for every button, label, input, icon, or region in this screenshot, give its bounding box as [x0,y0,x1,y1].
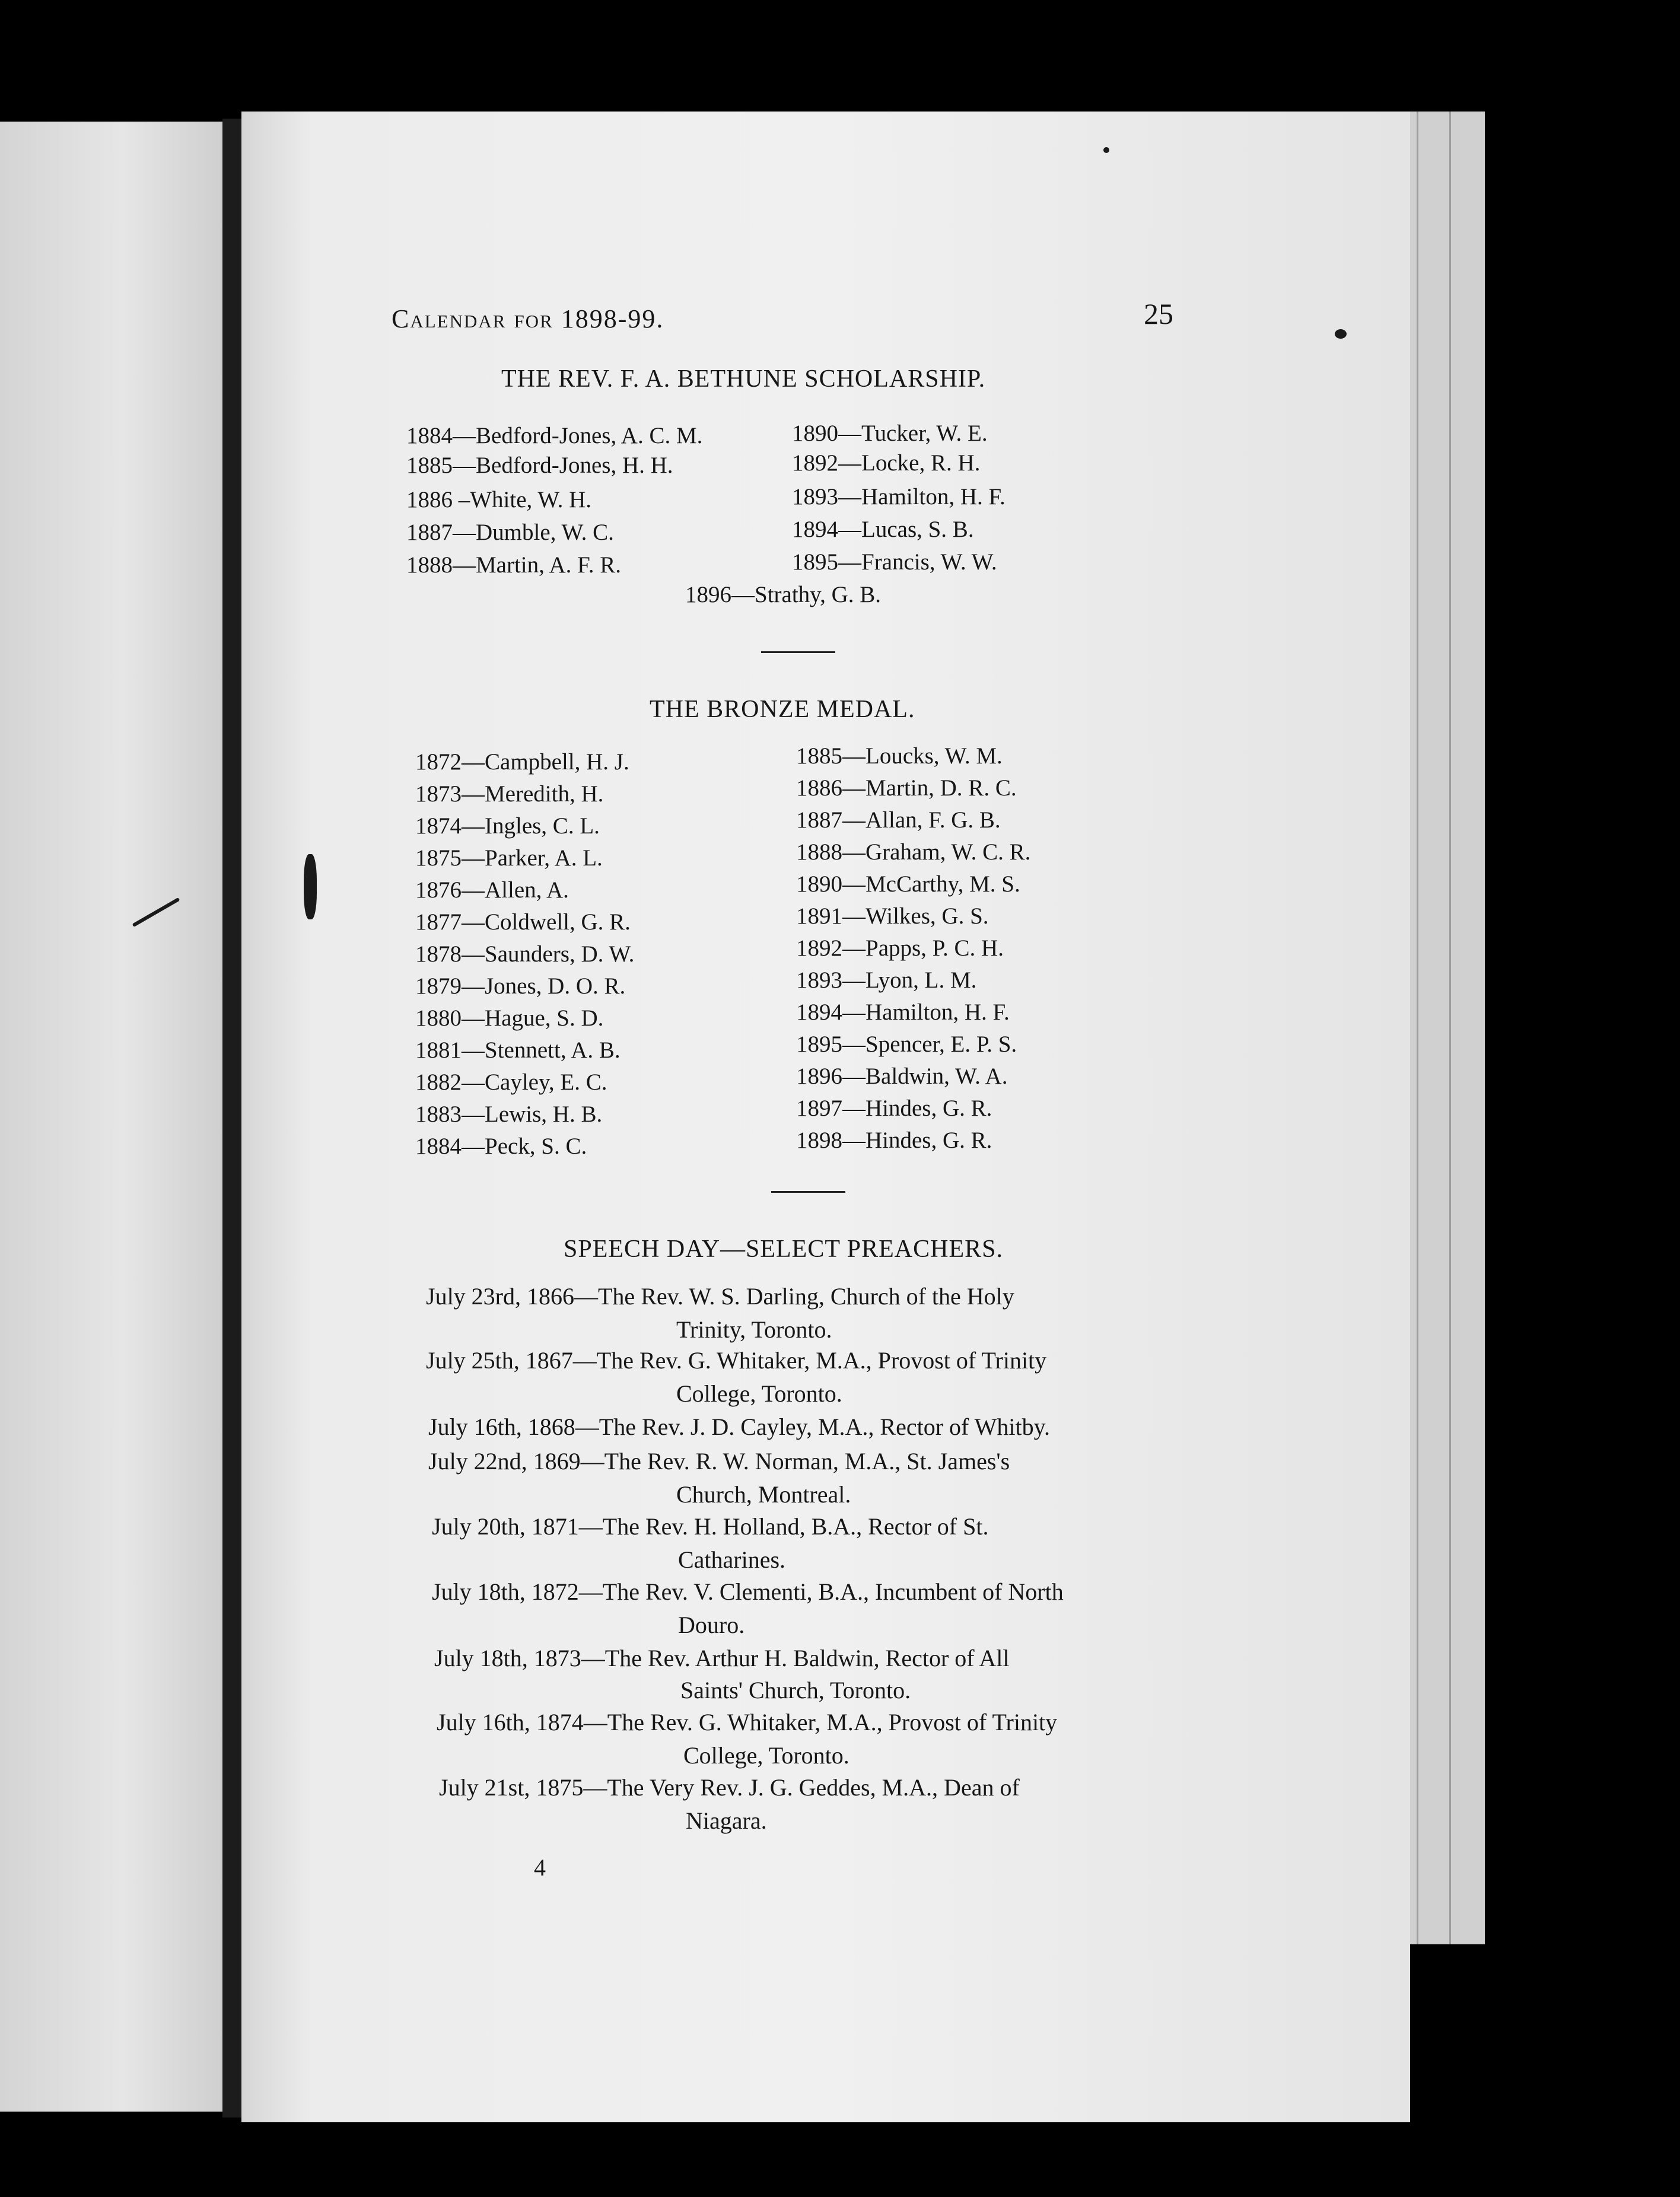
page-edge-line [1417,112,1418,1944]
preacher-entry-continued: Douro. [678,1612,745,1638]
bronze-entry: 1876—Allen, A. [415,877,569,903]
preacher-entry: July 21st, 1875—The Very Rev. J. G. Geddes, M.A., Dean of [439,1774,1020,1801]
bethune-entry: 1890—Tucker, W. E. [792,421,988,446]
bethune-entry: 1886 –White, W. H. [406,487,591,512]
running-head: Calendar for 1898-99. [392,304,664,333]
bronze-entry: 1893—Lyon, L. M. [796,967,977,993]
bethune-entry: 1894—Lucas, S. B. [792,517,974,542]
bethune-entry: 1895—Francis, W. W. [792,549,997,575]
preacher-entry: July 18th, 1873—The Rev. Arthur H. Baldwin, Rector of All [434,1645,1010,1671]
preacher-entry: July 16th, 1868—The Rev. J. D. Cayley, M.A., Rector of Whitby. [428,1413,1051,1440]
preacher-entry: July 18th, 1872—The Rev. V. Clementi, B.A., Incumbent of North [432,1578,1064,1605]
preacher-entry-continued: Niagara. [686,1807,767,1834]
preacher-entry-continued: Church, Montreal. [676,1481,851,1508]
section-rule [761,651,835,653]
bronze-entry: 1875—Parker, A. L. [415,845,603,871]
bethune-entry: 1892—Locke, R. H. [792,450,981,476]
bronze-entry: 1896—Baldwin, W. A. [796,1064,1008,1089]
bethune-entry: 1887—Dumble, W. C. [406,520,614,545]
bronze-entry: 1879—Jones, D. O. R. [415,973,626,999]
bronze-entry: 1885—Loucks, W. M. [796,743,1003,769]
bronze-entry: 1897—Hindes, G. R. [796,1096,992,1121]
bronze-entry: 1888—Graham, W. C. R. [796,839,1031,865]
preacher-entry-continued: Catharines. [678,1546,786,1573]
preacher-entry-continued: Saints' Church, Toronto. [680,1677,911,1704]
bronze-entry: 1874—Ingles, C. L. [415,813,600,839]
bronze-entry: 1881—Stennett, A. B. [415,1037,621,1063]
speech-day-title: SPEECH DAY—SELECT PREACHERS. [564,1236,1003,1263]
bethune-entry: 1893—Hamilton, H. F. [792,484,1006,510]
page-number: 25 [1144,297,1173,330]
bronze-entry: 1882—Cayley, E. C. [415,1069,607,1095]
bronze-entry: 1877—Coldwell, G. R. [415,909,631,935]
bethune-entry: 1885—Bedford-Jones, H. H. [406,453,673,478]
bronze-entry: 1887—Allan, F. G. B. [796,807,1001,833]
book-gutter [222,119,241,2118]
bronze-entry: 1884—Peck, S. C. [415,1133,587,1159]
ink-speck [1103,147,1109,153]
bronze-title: THE BRONZE MEDAL. [650,696,915,723]
bronze-entry: 1873—Meredith, H. [415,781,604,807]
preacher-entry-continued: College, Toronto. [683,1742,849,1769]
ink-blot [304,854,317,919]
bronze-entry: 1872—Campbell, H. J. [415,749,629,775]
preacher-entry: July 23rd, 1866—The Rev. W. S. Darling, Church of the Holy [426,1283,1014,1310]
bronze-entry: 1886—Martin, D. R. C. [796,775,1017,801]
bronze-entry: 1890—McCarthy, M. S. [796,871,1020,897]
preacher-entry: July 20th, 1871—The Rev. H. Holland, B.A., Rector of St. [432,1513,989,1540]
bethune-entry: 1884—Bedford-Jones, A. C. M. [406,423,703,448]
bethune-entry: 1896—Strathy, G. B. [685,582,882,607]
bethune-title: THE REV. F. A. BETHUNE SCHOLARSHIP. [501,365,986,393]
signature-mark: 4 [534,1854,546,1881]
preacher-entry-continued: Trinity, Toronto. [676,1316,832,1343]
preacher-entry: July 25th, 1867—The Rev. G. Whitaker, M.A., Provost of Trinity [426,1347,1047,1374]
bronze-entry: 1898—Hindes, G. R. [796,1128,992,1153]
page-edge-line [1449,112,1451,1944]
section-rule [771,1191,845,1193]
preacher-entry: July 16th, 1874—The Rev. G. Whitaker, M.A., Provost of Trinity [437,1709,1058,1736]
bronze-entry: 1892—Papps, P. C. H. [796,935,1004,961]
preacher-entry-continued: College, Toronto. [676,1380,842,1407]
bronze-entry: 1878—Saunders, D. W. [415,941,635,967]
ink-speck [1335,329,1347,339]
bronze-entry: 1880—Hague, S. D. [415,1005,604,1031]
bronze-entry: 1891—Wilkes, G. S. [796,903,989,929]
bronze-entry: 1895—Spencer, E. P. S. [796,1031,1017,1057]
bethune-entry: 1888—Martin, A. F. R. [406,552,621,578]
preacher-entry: July 22nd, 1869—The Rev. R. W. Norman, M.A., St. James's [428,1448,1010,1475]
left-page [0,122,222,2112]
bronze-entry: 1894—Hamilton, H. F. [796,999,1010,1025]
bronze-entry: 1883—Lewis, H. B. [415,1101,603,1127]
